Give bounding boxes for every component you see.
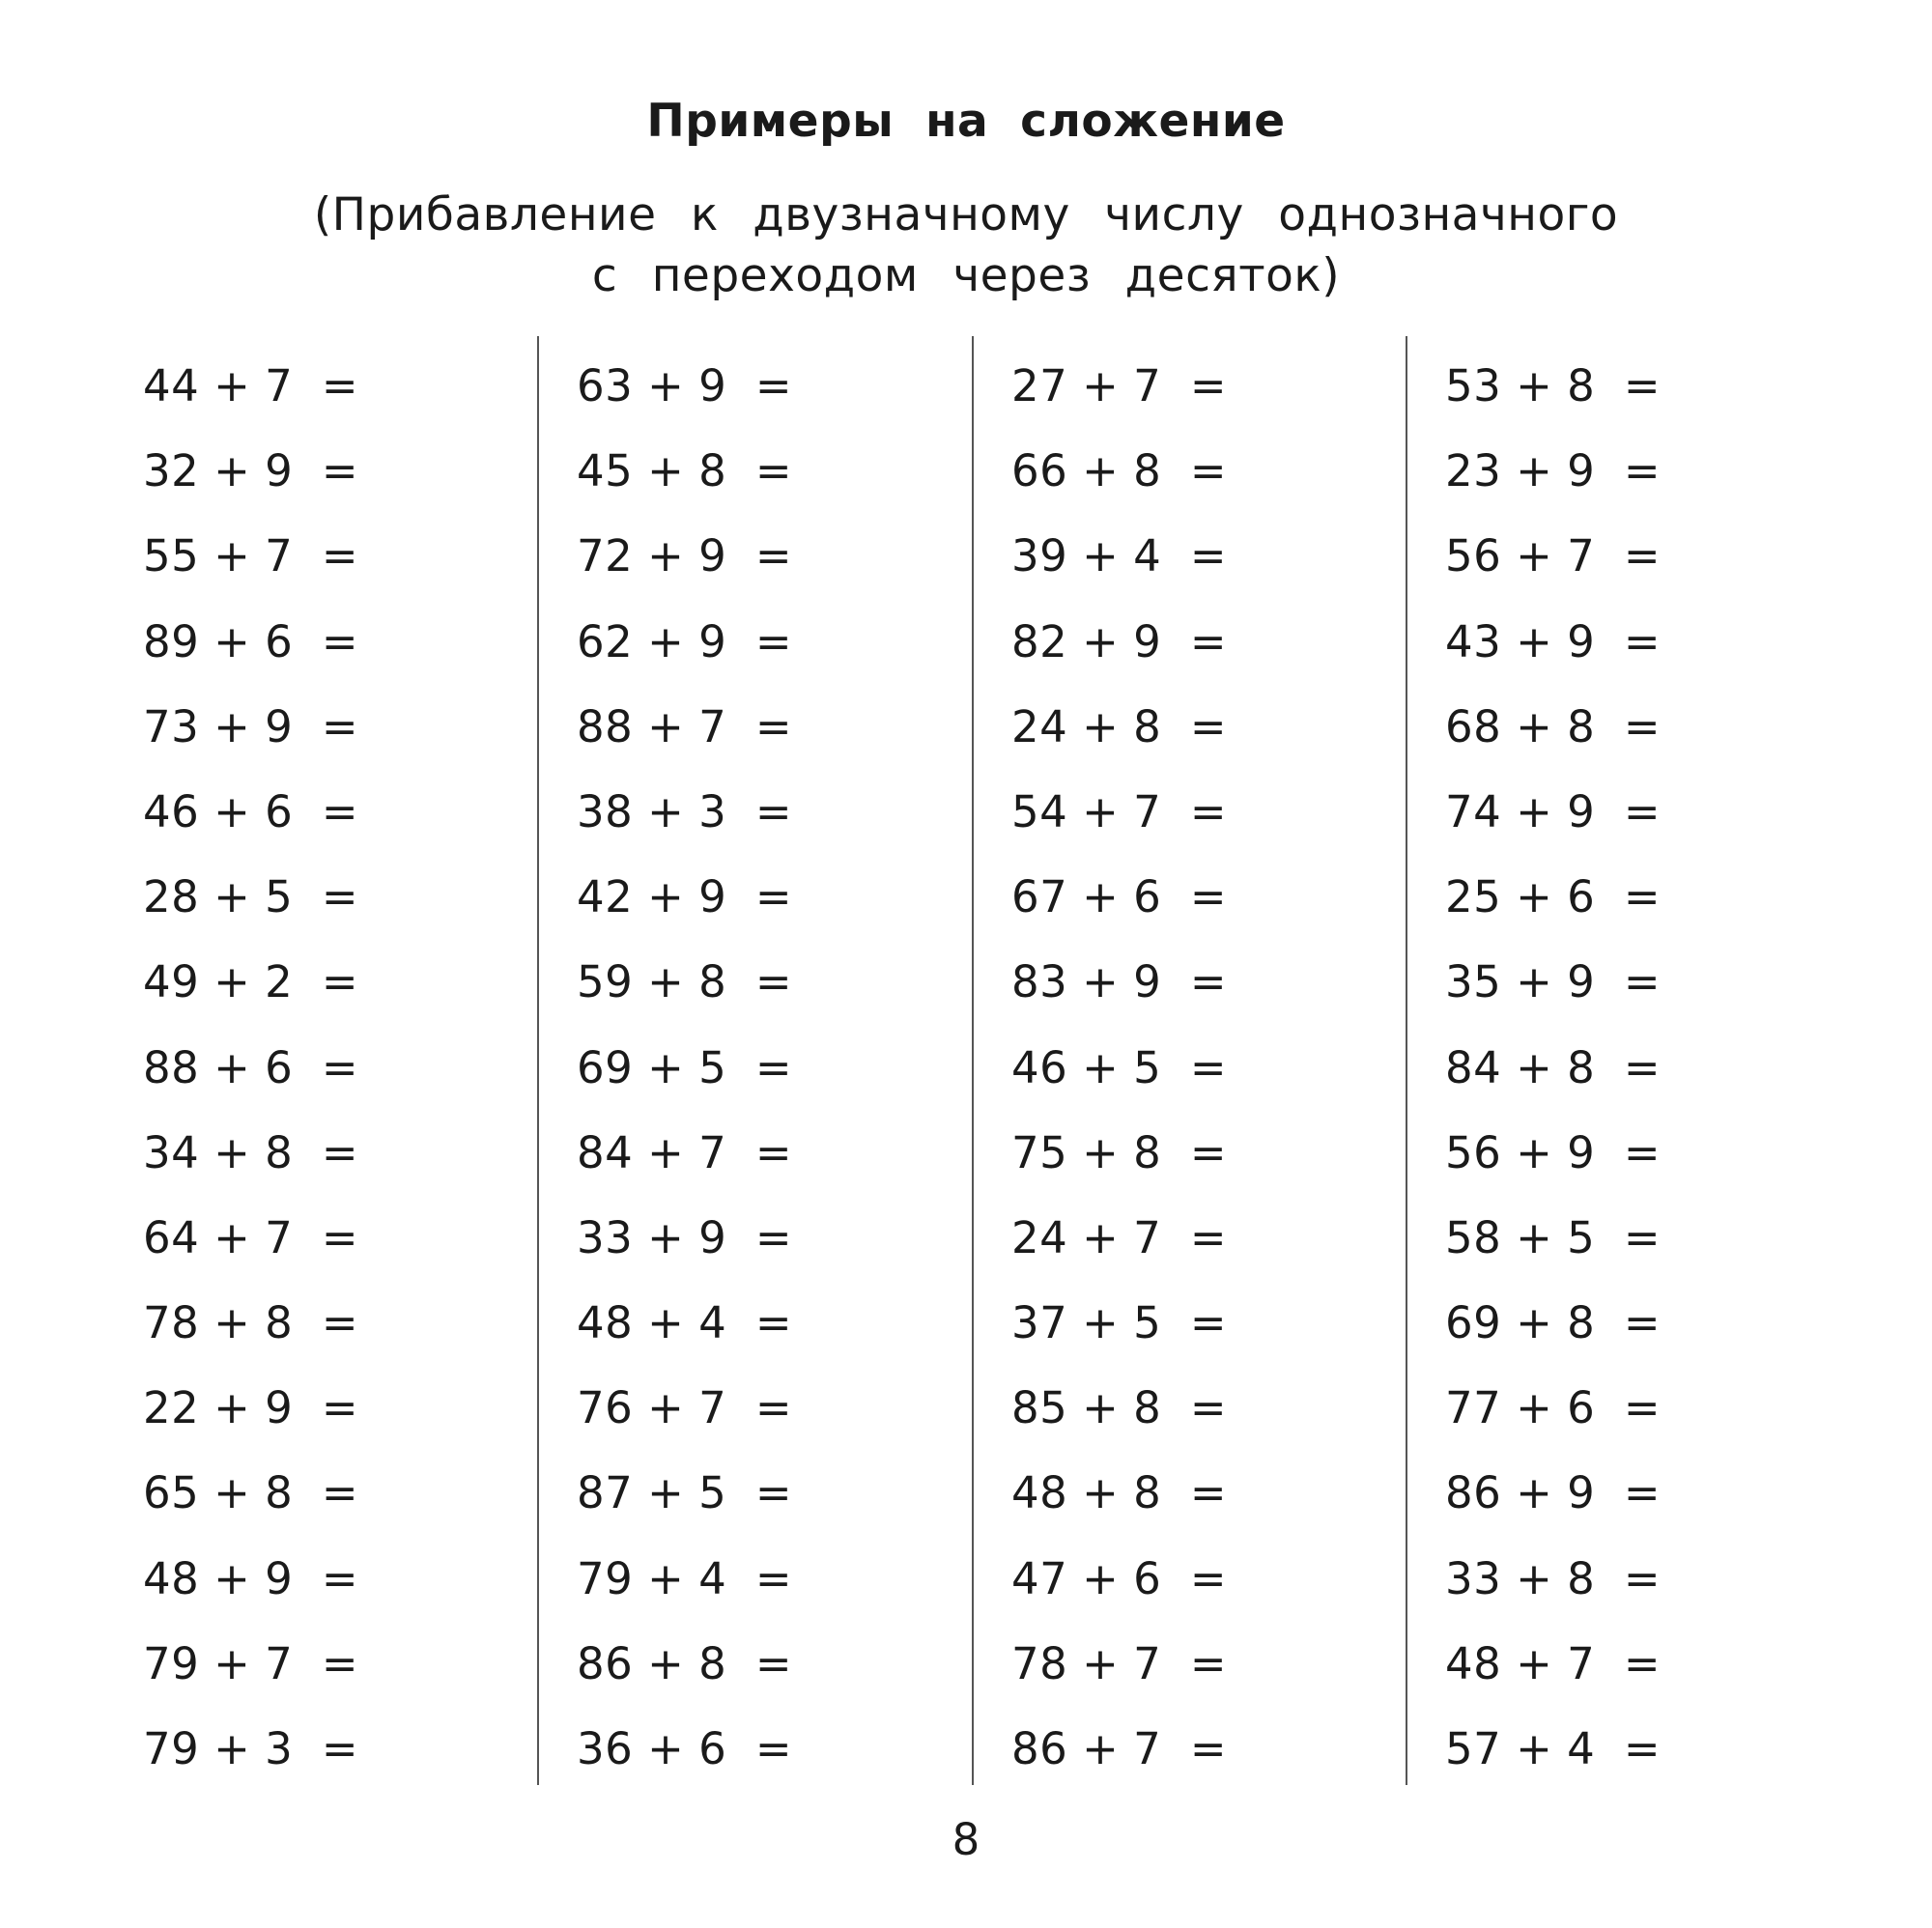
exercise: 69 + 8 = bbox=[1445, 1297, 1662, 1349]
exercise: 54 + 7 = bbox=[1011, 785, 1228, 837]
exercise: 78 + 8 = bbox=[143, 1297, 359, 1349]
exercise: 48 + 8 = bbox=[1011, 1467, 1228, 1519]
exercise-column-1 bbox=[143, 344, 549, 1792]
exercise: 79 + 3 = bbox=[143, 1723, 359, 1774]
exercise: 39 + 4 = bbox=[1011, 530, 1228, 582]
page-title: Примеры на сложение bbox=[646, 95, 1286, 148]
page-number: 8 bbox=[952, 1814, 980, 1865]
exercise: 89 + 6 = bbox=[143, 615, 359, 667]
exercise: 56 + 7 = bbox=[1445, 530, 1662, 582]
exercise: 79 + 4 = bbox=[577, 1552, 793, 1604]
exercise: 23 + 9 = bbox=[1445, 445, 1662, 497]
exercise: 86 + 8 = bbox=[577, 1637, 793, 1689]
exercise-column-3 bbox=[1011, 344, 1417, 1792]
exercise: 86 + 7 = bbox=[1011, 1723, 1228, 1774]
exercise: 32 + 9 = bbox=[143, 445, 359, 497]
exercise: 64 + 7 = bbox=[143, 1211, 359, 1263]
exercise: 88 + 6 = bbox=[143, 1041, 359, 1093]
exercise: 38 + 3 = bbox=[577, 785, 793, 837]
exercise: 24 + 8 = bbox=[1011, 700, 1228, 752]
exercise: 37 + 5 = bbox=[1011, 1297, 1228, 1349]
exercise: 84 + 7 = bbox=[577, 1126, 793, 1178]
exercise: 76 + 7 = bbox=[577, 1382, 793, 1434]
exercise: 88 + 7 = bbox=[577, 700, 793, 752]
exercise: 55 + 7 = bbox=[143, 530, 359, 582]
exercise: 58 + 5 = bbox=[1445, 1211, 1662, 1263]
exercise: 62 + 9 = bbox=[577, 615, 793, 667]
exercise: 53 + 8 = bbox=[1445, 360, 1662, 411]
exercise: 27 + 7 = bbox=[1011, 360, 1228, 411]
exercise: 68 + 8 = bbox=[1445, 700, 1662, 752]
exercise: 42 + 9 = bbox=[577, 871, 793, 923]
exercise: 74 + 9 = bbox=[1445, 785, 1662, 837]
exercise: 77 + 6 = bbox=[1445, 1382, 1662, 1434]
exercise: 35 + 9 = bbox=[1445, 956, 1662, 1008]
exercise: 49 + 2 = bbox=[143, 956, 359, 1008]
exercise: 72 + 9 = bbox=[577, 530, 793, 582]
exercise: 47 + 6 = bbox=[1011, 1552, 1228, 1604]
exercise: 73 + 9 = bbox=[143, 700, 359, 752]
exercise: 69 + 5 = bbox=[577, 1041, 793, 1093]
exercise: 84 + 8 = bbox=[1445, 1041, 1662, 1093]
exercise: 75 + 8 = bbox=[1011, 1126, 1228, 1178]
exercise: 22 + 9 = bbox=[143, 1382, 359, 1434]
subtitle-line-1: (Прибавление к двузначному числу однозначного bbox=[313, 188, 1619, 241]
exercise: 34 + 8 = bbox=[143, 1126, 359, 1178]
exercise: 33 + 8 = bbox=[1445, 1552, 1662, 1604]
exercise: 48 + 4 = bbox=[577, 1297, 793, 1349]
exercise: 67 + 6 = bbox=[1011, 871, 1228, 923]
exercise: 25 + 6 = bbox=[1445, 871, 1662, 923]
exercise: 56 + 9 = bbox=[1445, 1126, 1662, 1178]
exercise: 85 + 8 = bbox=[1011, 1382, 1228, 1434]
exercise: 48 + 7 = bbox=[1445, 1637, 1662, 1689]
exercise-column-4 bbox=[1445, 344, 1851, 1792]
exercise: 57 + 4 = bbox=[1445, 1723, 1662, 1774]
exercise: 79 + 7 = bbox=[143, 1637, 359, 1689]
exercise: 43 + 9 = bbox=[1445, 615, 1662, 667]
exercise: 46 + 6 = bbox=[143, 785, 359, 837]
exercise: 87 + 5 = bbox=[577, 1467, 793, 1519]
exercise: 46 + 5 = bbox=[1011, 1041, 1228, 1093]
exercise-column-2 bbox=[577, 344, 982, 1792]
exercise: 28 + 5 = bbox=[143, 871, 359, 923]
exercise: 24 + 7 = bbox=[1011, 1211, 1228, 1263]
exercise: 48 + 9 = bbox=[143, 1552, 359, 1604]
exercise: 78 + 7 = bbox=[1011, 1637, 1228, 1689]
exercise: 82 + 9 = bbox=[1011, 615, 1228, 667]
exercise: 44 + 7 = bbox=[143, 360, 359, 411]
exercise: 65 + 8 = bbox=[143, 1467, 359, 1519]
subtitle-line-2: с переходом через десяток) bbox=[591, 249, 1341, 302]
exercise: 86 + 9 = bbox=[1445, 1467, 1662, 1519]
exercise: 63 + 9 = bbox=[577, 360, 793, 411]
exercise: 33 + 9 = bbox=[577, 1211, 793, 1263]
exercise: 66 + 8 = bbox=[1011, 445, 1228, 497]
exercise: 83 + 9 = bbox=[1011, 956, 1228, 1008]
exercise: 36 + 6 = bbox=[577, 1723, 793, 1774]
exercise: 45 + 8 = bbox=[577, 445, 793, 497]
exercise: 59 + 8 = bbox=[577, 956, 793, 1008]
